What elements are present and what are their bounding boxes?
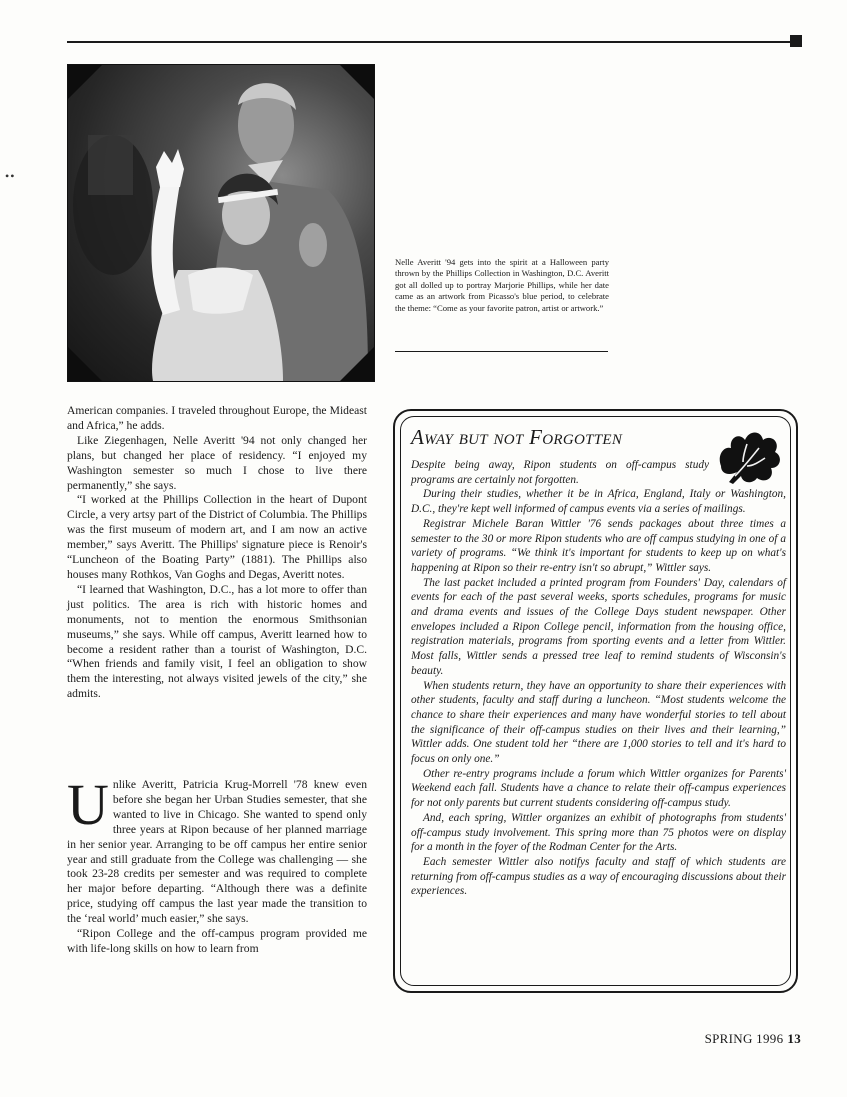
party-photo-illustration <box>68 65 374 381</box>
article-column-section-1 <box>67 404 367 702</box>
page-number: 13 <box>787 1031 801 1046</box>
sidebar-paragraph: And, each spring, Wittler organizes an exhibit of photographs from students' off-campus study involvement. This spring more than 75 photos were on display for a month in the foyer of the Rodman Center for the Arts. <box>411 811 786 854</box>
drop-cap: U <box>67 772 109 837</box>
sidebar-paragraph: Despite being away, Ripon students on off-campus study programs are certainly not forgotten. <box>411 459 709 486</box>
caption-rule <box>395 351 608 352</box>
article-paragraph: “Ripon College and the off-campus program provided me with life-long skills on how to learn from <box>67 927 367 955</box>
page-footer <box>705 1031 801 1047</box>
top-rule <box>67 41 792 43</box>
article-paragraph: Like Ziegenhagen, Nelle Averitt '94 not only changed her plans, but changed her place of residency. “I enjoyed my Washington semester so much I chose to live there permanently,” she says. <box>67 433 367 492</box>
article-paragraph: “I worked at the Phillips Collection in the heart of Dupont Circle, a very artsy part of the District of Columbia. The Phillips was the first museum of modern art, and I am now an active member,” says Averitt. The Phillips' signature piece is Renoir's “Luncheon of the Boating Party” (1881). The Phillips also houses many Rothkos, Van Goghs and Degas, Averitt notes. <box>67 493 367 581</box>
photo-caption: Nelle Averitt '94 gets into the spirit at a Halloween party thrown by the Phillips Collection in Washington, D.C. Averitt got all dolled up to portray Marjorie Phillips, while her date came as an artwork from Picasso's blue period, to celebrate the theme: “Come as your favorite patron, artist or artwork.” <box>395 257 609 313</box>
article-paragraph <box>67 772 367 927</box>
top-rule-square-ornament <box>790 35 802 47</box>
article-column-section-2 <box>67 772 367 957</box>
sidebar-paragraph: The last packet included a printed program from Founders' Day, calendars of events for each of the past several weeks, sports schedules, programs for music and drama events and issues of the College Days student newspaper. Other envelopes included a Ripon College pencil, information from the housing office, registration materials, programs from sporting events and a letter from Wittler. Most falls, Wittler sends a pressed tree leaf to remind students of Wisconsin's beauty. <box>411 576 786 677</box>
article-paragraph: American companies. I traveled throughout Europe, the Mideast and Africa,” he adds. <box>67 404 367 432</box>
article-paragraph-text: nlike Averitt, Patricia Krug-Morrell '78 knew even before she began her Urban Studies semester, that she wanted to live in Chicago. She wanted to spend only three years at Ripon because of her planned marriage in her senior year. Arranging to be off campus her entire senior year and still graduate from the College was challenging — she took 23-28 credits per semester and was required to complete her major before departing. “Although there was a definite price, studying off campus the last year made the transition to the ‘real world’ much easier,” she says. <box>67 778 367 926</box>
sidebar-body <box>411 458 786 899</box>
sidebar-title: Away but not Forgotten <box>411 425 623 449</box>
issue-label: SPRING 1996 <box>704 1031 784 1046</box>
sidebar-paragraph: Other re-entry programs include a forum which Wittler organizes for Parents' Weekend each fall. Students have a chance to relate their off-campus experiences for not only parents but current students considering off-campus study. <box>411 767 786 810</box>
sidebar-paragraph: When students return, they have an opportunity to share their experiences with other students, faculty and staff during a luncheon. “Most students welcome the chance to share their experiences and many have wonderful stories to tell about the significance of their off-campus studies on their lives and their learning,” Wittler adds. One student told her “there are 1,000 stories to tell and it's hard to focus on only one.” <box>411 679 786 766</box>
sidebar-paragraph: Registrar Michele Baran Wittler '76 sends packages about three times a semester to the 30 or more Ripon students who are off campus studying in one of a variety of programs. “We think it's important for students to keep up on what's happening at Ripon so their re-entry isn't so abrupt,” Wittler says. <box>411 517 786 574</box>
margin-marks: • • <box>5 169 15 183</box>
sidebar-paragraph: Each semester Wittler also notifys faculty and staff of which students are returning from off-campus studies as a way of encouraging discussions about their experiences. <box>411 855 786 898</box>
article-paragraph: “I learned that Washington, D.C., has a lot more to offer than just politics. The area is rich with historic homes and monuments, not to mention the enormous Smithsonian museums,” she says. While off campus, Averitt learned how to become a resident rather than a tourist of Washington, D.C. “When friends and family visit, I feel an obligation to show them the interesting, not always visited jewels of the city,” she admits. <box>67 582 367 701</box>
sidebar-paragraph: During their studies, whether it be in Africa, England, Italy or Washington, D.C., they're kept well informed of campus events via a series of mailings. <box>411 488 786 516</box>
party-photo <box>67 64 375 382</box>
